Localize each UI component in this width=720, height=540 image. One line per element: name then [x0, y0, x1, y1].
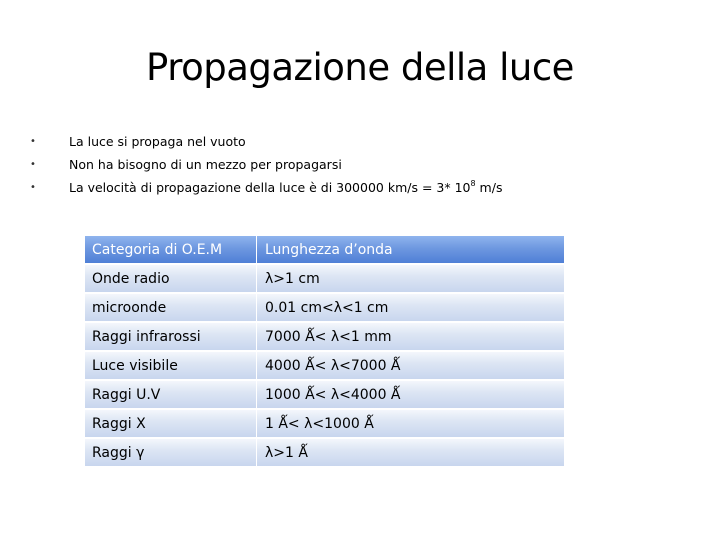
bullet-item [28, 176, 708, 199]
table-cell-category: Raggi γ [85, 439, 257, 467]
table-cell-category: microonde [85, 294, 257, 322]
oem-table [85, 236, 564, 468]
table-cell-wavelength: 0.01 cm<λ<1 cm [257, 294, 564, 322]
table-cell-wavelength: λ>1 Ǻ [257, 439, 564, 467]
table-row [85, 323, 564, 352]
table-cell-wavelength: λ>1 cm [257, 265, 564, 293]
bullet-list [28, 130, 708, 199]
header-cell-wavelength: Lunghezza d’onda [257, 236, 564, 264]
bullet-dot-icon: • [30, 182, 36, 193]
bullet-dot-icon: • [30, 159, 36, 170]
table-row [85, 439, 564, 468]
bullet-dot-icon: • [30, 136, 36, 147]
table-cell-wavelength: 4000 Ǻ< λ<7000 Ǻ [257, 352, 564, 380]
bullet-text-suffix: m/s [475, 180, 503, 195]
table-cell-category: Luce visibile [85, 352, 257, 380]
table-cell-wavelength: 1 Ǻ< λ<1000 Ǻ [257, 410, 564, 438]
table-cell-category: Raggi U.V [85, 381, 257, 409]
table-cell-wavelength: 7000 Ǻ< λ<1 mm [257, 323, 564, 351]
table-row [85, 294, 564, 323]
table-cell-category: Raggi infrarossi [85, 323, 257, 351]
bullet-item [28, 130, 708, 153]
bullet-text: Non ha bisogno di un mezzo per propagarsi [69, 157, 342, 172]
table-row [85, 352, 564, 381]
slide-title: Propagazione della luce [146, 46, 574, 89]
table-cell-category: Raggi X [85, 410, 257, 438]
bullet-text: La luce si propaga nel vuoto [69, 134, 246, 149]
table-row [85, 381, 564, 410]
bullet-text: La velocità di propagazione della luce è di 300000 km/s = 3* 10 [69, 180, 471, 195]
table-row [85, 410, 564, 439]
table-header-row [85, 236, 564, 265]
bullet-exponent: 8 [470, 179, 476, 188]
table-cell-category: Onde radio [85, 265, 257, 293]
table-row [85, 265, 564, 294]
table-cell-wavelength: 1000 Ǻ< λ<4000 Ǻ [257, 381, 564, 409]
bullet-item [28, 153, 708, 176]
header-cell-category: Categoria di O.E.M [85, 236, 257, 264]
